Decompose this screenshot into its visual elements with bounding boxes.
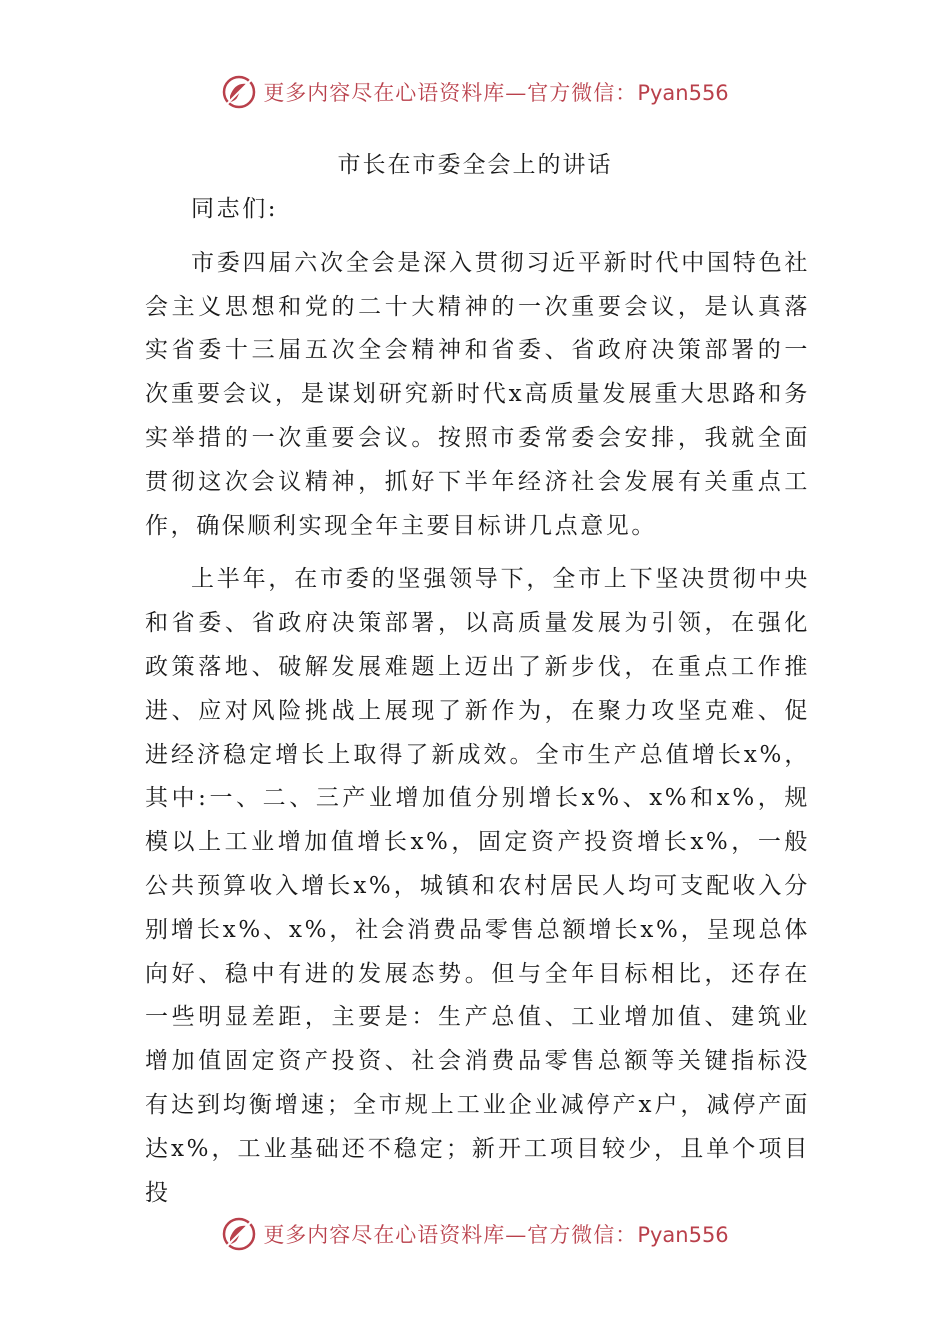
footer-banner-text: 更多内容尽在心语资料库—官方微信： [263, 1223, 638, 1247]
paragraph: 上半年，在市委的坚强领导下，全市上下坚决贯彻中央和省委、省政府决策部署，以高质量发展为引领，在强化政策落地、破解发展难题上迈出了新步伐，在重点工作推进、应对风险挑战上展现了新作为，在聚力攻坚克难、促进经济稳定增长上取得了新成效。全市生产总值增长x%，其中:一、二、三产业增加值分别增长x%、x%和x%，规模以上工业增加值增长x%，固定资产投资增长x%，一般公共预算收入增长x%，城镇和农村居民人均可支配收入分别增长x%、x%，社会消费品零售总额增长x%，呈现总体向好、稳中有进的发展态势。但与全年目标相比，还存在一些明显差距，主要是：生产总值、工业增加值、建筑业增加值固定资产投资、社会消费品零售总额等关键指标没有达到均衡增速；全市规上工业企业减停产x户，减停产面达x%，工业基础还不稳定；新开工项目较少，且单个项目投 [145, 566, 810, 1206]
document-body [145, 188, 810, 1225]
brand-logo-icon [221, 74, 257, 110]
header-banner [0, 72, 950, 112]
brand-logo-icon [221, 1216, 257, 1252]
header-banner-text: 更多内容尽在心语资料库—官方微信： [263, 81, 638, 105]
document-title: 市长在市委全会上的讲话 [337, 152, 613, 178]
salutation: 同志们: [191, 196, 279, 222]
footer-banner [0, 1214, 950, 1254]
footer-wechat-id: Pyan556 [637, 1223, 729, 1247]
header-wechat-id: Pyan556 [637, 81, 729, 105]
paragraph: 市委四届六次全会是深入贯彻习近平新时代中国特色社会主义思想和党的二十大精神的一次重要会议，是认真落实省委十三届五次全会精神和省委、省政府决策部署的一次重要会议，是谋划研究新时代x高质量发展重大思路和务实举措的一次重要会议。按照市委常委会安排，我就全面贯彻这次会议精神，抓好下半年经济社会发展有关重点工作，确保顺利实现全年主要目标讲几点意见。 [145, 249, 810, 539]
